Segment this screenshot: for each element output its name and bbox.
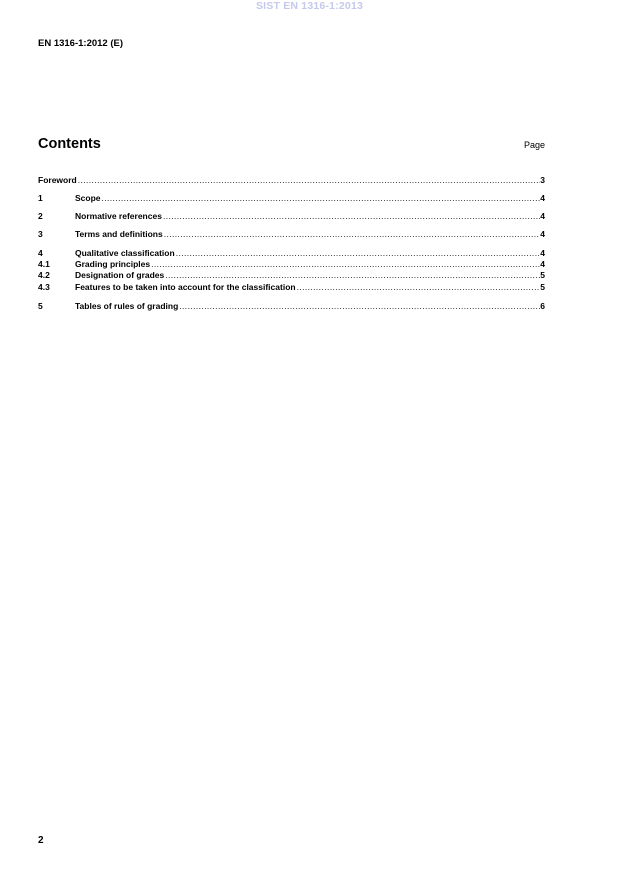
toc-leader-dots: [176, 248, 541, 259]
toc-entry-title: Tables of rules of grading: [75, 301, 179, 311]
toc-entry-page: 4: [540, 248, 545, 258]
toc-entry-page: 6: [540, 301, 545, 311]
toc-leader-dots: [164, 229, 541, 240]
toc-entry-title: Features to be taken into account for the classification: [75, 282, 296, 292]
toc-entry-qualitative-classification[interactable]: [38, 248, 545, 259]
toc-entry-number: 4: [38, 248, 43, 258]
toc-entry-title: Grading principles: [75, 259, 151, 269]
toc-entry-number: 4.2: [38, 270, 50, 280]
page-column-label: Page: [523, 140, 545, 150]
toc-entry-number: 2: [38, 211, 43, 221]
toc-entry-title: Designation of grades: [75, 270, 165, 280]
toc-entry-page: 4: [540, 193, 545, 203]
watermark: SIST EN 1316-1:2013: [255, 0, 364, 12]
toc-leader-dots: [297, 282, 541, 293]
toc-leader-dots: [165, 270, 540, 281]
toc-leader-dots: [102, 193, 541, 204]
toc-entry-number: 5: [38, 301, 43, 311]
toc-entry-features-for-classification[interactable]: [38, 282, 545, 293]
toc-leader-dots: [179, 301, 540, 312]
page-number: 2: [38, 835, 44, 846]
toc-entry-page: 5: [540, 270, 545, 280]
toc-entry-title: Foreword: [38, 175, 77, 185]
contents-heading: Contents: [38, 136, 101, 152]
toc-entry-number: 4.3: [38, 282, 50, 292]
toc-leader-dots: [78, 175, 541, 186]
toc-entry-page: 4: [540, 211, 545, 221]
toc-entry-title: Normative references: [75, 211, 162, 221]
toc-entry-page: 3: [540, 175, 545, 185]
toc-entry-normative-references[interactable]: [38, 211, 545, 222]
toc-entry-number: 3: [38, 229, 43, 239]
toc-entry-title: Scope: [75, 193, 101, 203]
document-id: EN 1316-1:2012 (E): [38, 38, 124, 49]
toc-entry-number: 1: [38, 193, 43, 203]
toc-leader-dots: [163, 211, 540, 222]
toc-leader-dots: [151, 259, 540, 270]
toc-entry-title: Terms and definitions: [75, 229, 163, 239]
toc-entry-grading-principles[interactable]: [38, 259, 545, 270]
toc-entry-terms-and-definitions[interactable]: [38, 229, 545, 240]
toc-entry-page: 4: [540, 259, 545, 269]
toc-entry-foreword[interactable]: [38, 175, 545, 186]
toc-entry-title: Qualitative classification: [75, 248, 175, 258]
toc-entry-number: 4.1: [38, 259, 50, 269]
toc-entry-page: 5: [540, 282, 545, 292]
toc-entry-scope[interactable]: [38, 193, 545, 204]
toc-entry-page: 4: [540, 229, 545, 239]
toc-entry-designation-of-grades[interactable]: [38, 270, 545, 281]
toc-entry-tables-of-rules-of-grading[interactable]: [38, 301, 545, 312]
